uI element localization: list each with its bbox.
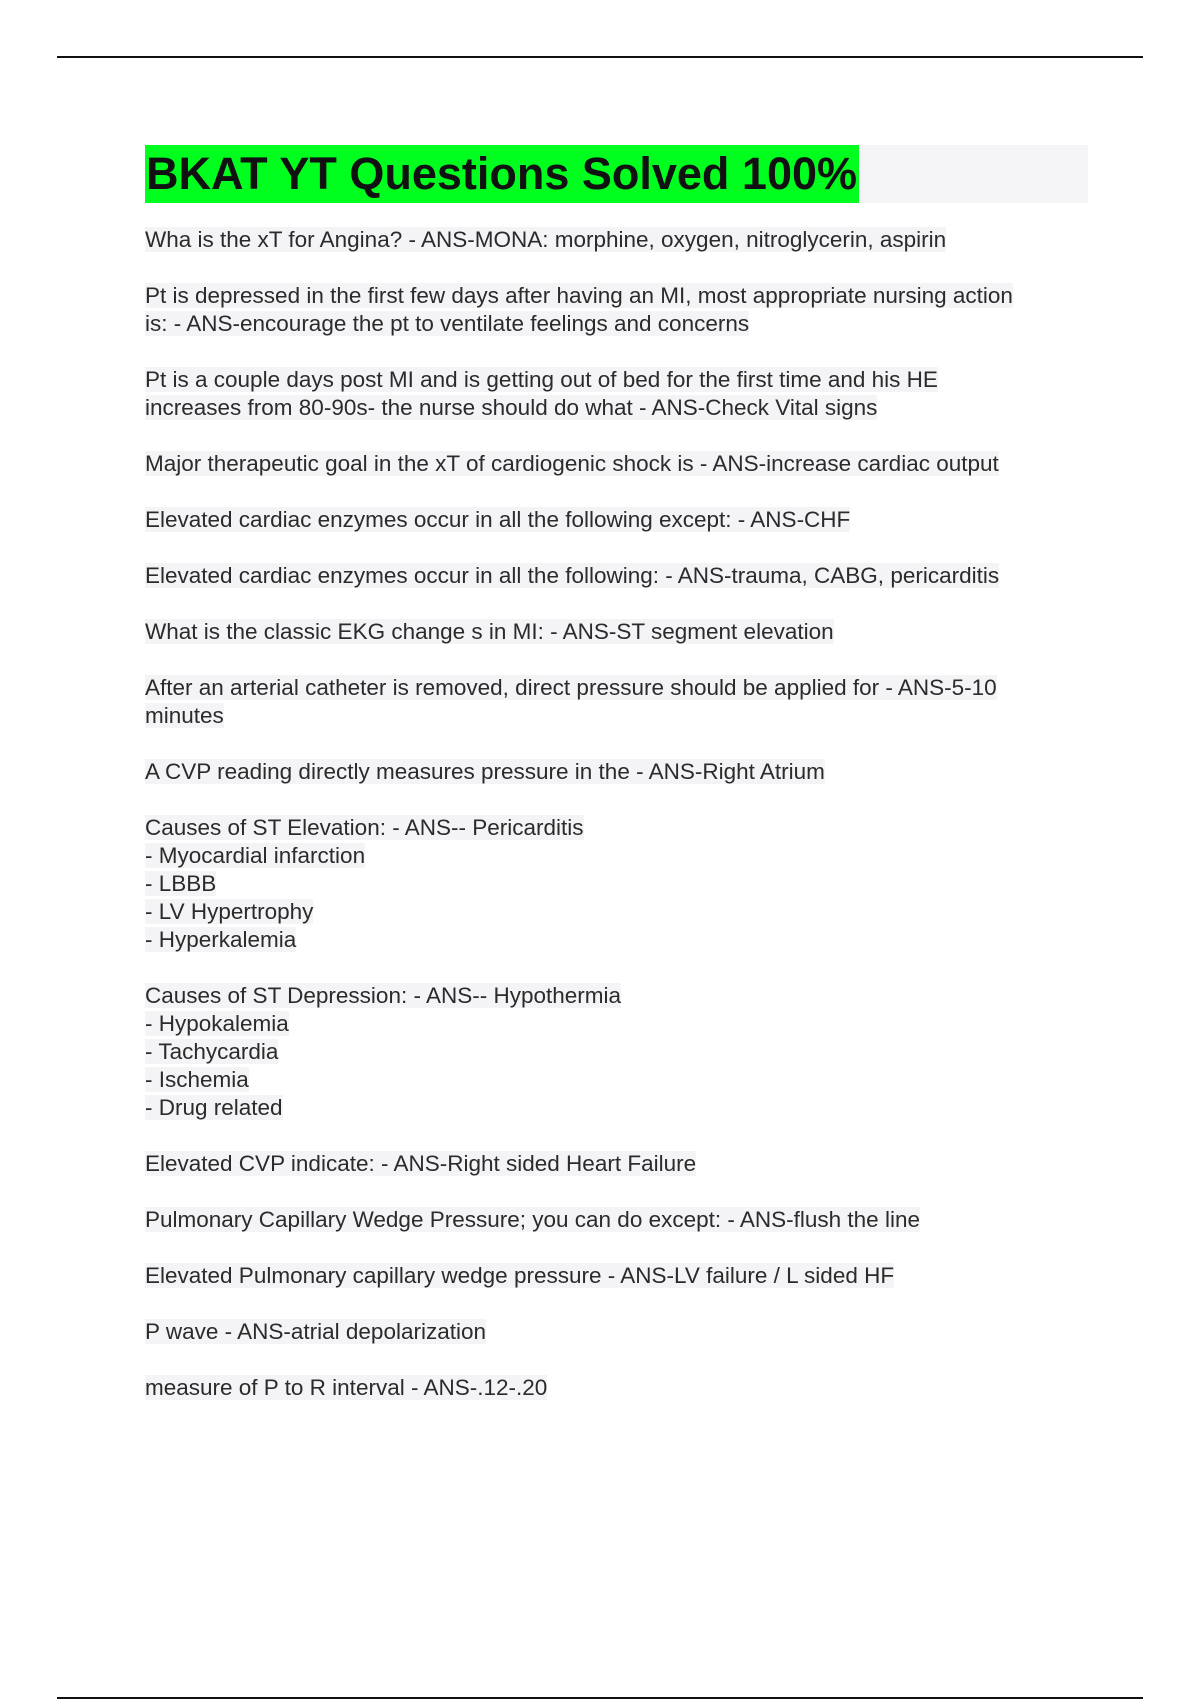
qa-text: What is the classic EKG change s in MI: - ANS-ST segment elevation [145,619,834,644]
qa-item [145,226,1090,254]
qa-text: Elevated Pulmonary capillary wedge pressure - ANS-LV failure / L sided HF [145,1263,895,1288]
qa-list [145,226,1090,1430]
qa-item [145,1150,1090,1178]
qa-item [145,758,1090,786]
qa-text: After an arterial catheter is removed, direct pressure should be applied for - ANS-5-10 minutes [145,675,997,728]
qa-text: measure of P to R interval - ANS-.12-.20 [145,1375,548,1400]
qa-item [145,1262,1090,1290]
qa-item [145,814,1090,954]
qa-item [145,982,1090,1122]
qa-item [145,282,1090,338]
qa-text: Elevated cardiac enzymes occur in all the following: - ANS-trauma, CABG, pericarditis [145,563,1000,588]
qa-text: Pulmonary Capillary Wedge Pressure; you can do except: - ANS-flush the line [145,1207,920,1232]
qa-text: Major therapeutic goal in the xT of cardiogenic shock is - ANS-increase cardiac output [145,451,999,476]
qa-item [145,1206,1090,1234]
qa-text: Pt is depressed in the first few days after having an MI, most appropriate nursing action is: - ANS-encourage the pt to ventilate feelings and concerns [145,283,1013,336]
qa-text: Causes of ST Depression: - ANS-- Hypothermia - Hypokalemia - Tachycardia - Ischemia - Drug related [145,983,622,1120]
qa-item [145,450,1090,478]
qa-text: Causes of ST Elevation: - ANS-- Pericarditis - Myocardial infarction - LBBB - LV Hypertrophy - Hyperkalemia [145,815,584,952]
qa-item [145,562,1090,590]
top-rule [57,56,1143,58]
qa-item [145,366,1090,422]
qa-text: Elevated CVP indicate: - ANS-Right sided Heart Failure [145,1151,697,1176]
qa-item [145,506,1090,534]
qa-item [145,1374,1090,1402]
qa-text: A CVP reading directly measures pressure in the - ANS-Right Atrium [145,759,825,784]
qa-item [145,618,1090,646]
qa-text: P wave - ANS-atrial depolarization [145,1319,487,1344]
qa-item [145,1318,1090,1346]
qa-text: Elevated cardiac enzymes occur in all the following except: - ANS-CHF [145,507,851,532]
document-title: BKAT YT Questions Solved 100% [145,145,859,203]
qa-text: Wha is the xT for Angina? - ANS-MONA: morphine, oxygen, nitroglycerin, aspirin [145,227,947,252]
bottom-rule [57,1697,1143,1699]
qa-text: Pt is a couple days post MI and is getting out of bed for the first time and his HE increases from 80-90s- the nurse should do what - ANS-Check Vital signs [145,367,938,420]
qa-item [145,674,1090,730]
